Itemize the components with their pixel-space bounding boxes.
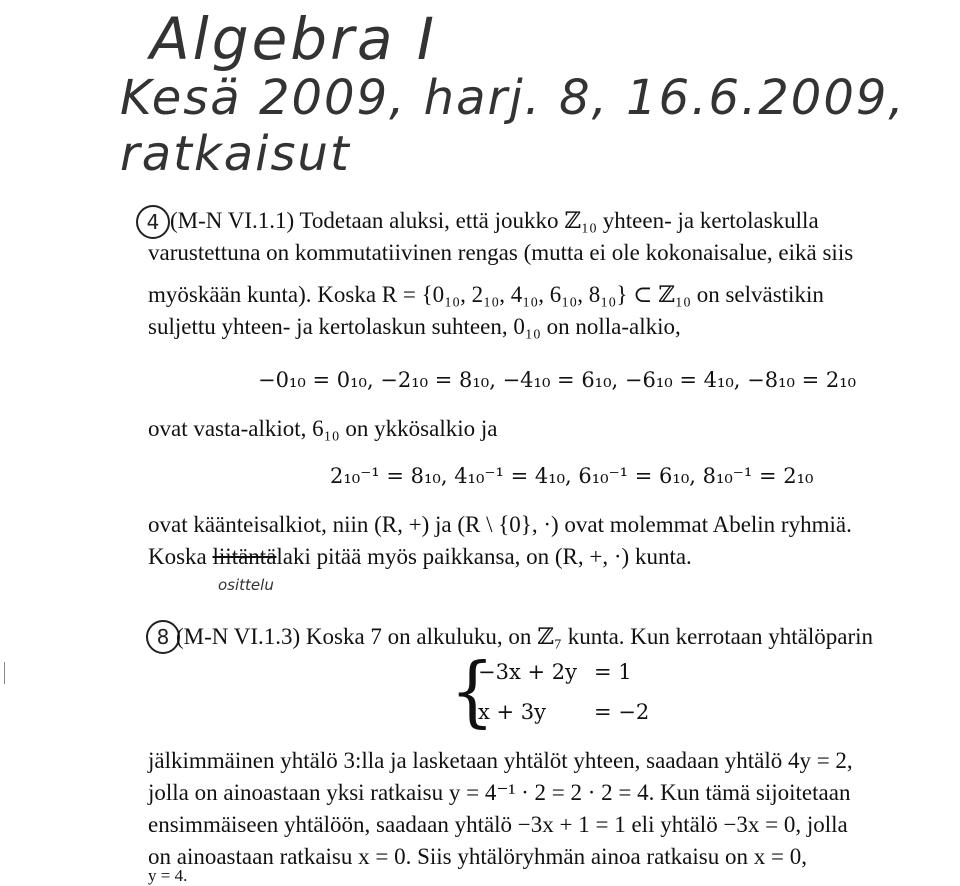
line-7-prefix: Koska bbox=[148, 544, 213, 569]
problem-4-line-5: ovat vasta-alkiot, 6₁₀ on ykkösalkio ja bbox=[148, 416, 498, 441]
problem-4-line-7 bbox=[148, 544, 692, 570]
problem-4-line-1: (M-N VI.1.1) Todetaan aluksi, että joukko ℤ₁₀ yhteen- ja kertolaskulla bbox=[170, 208, 819, 233]
problem-4-line-4: suljettu yhteen- ja kertolaskun suhteen, 0₁₀ on nolla-alkio, bbox=[148, 314, 681, 339]
handwritten-title: Algebra I bbox=[150, 5, 438, 73]
system-eq1-rhs: = 1 bbox=[594, 660, 632, 684]
problem-4-line-6: ovat käänteisalkiot, niin (R, +) ja (R \ {0}, ·) ovat molemmat Abelin ryhmiä. bbox=[148, 512, 852, 537]
problem-4-line-3: myöskään kunta). Koska R = {0₁₀, 2₁₀, 4₁₀, 6₁₀, 8₁₀} ⊂ ℤ₁₀ on selvästikin bbox=[148, 282, 824, 307]
problem-number-circle: 4 bbox=[136, 205, 170, 239]
system-eq2-lhs: x + 3y bbox=[478, 700, 547, 724]
struck-word: liitäntä bbox=[212, 544, 277, 569]
problem-8-line-3: jolla on ainoastaan yksi ratkaisu y = 4⁻¹ · 2 = 2 · 2 = 4. Kun tämä sijoitetaan bbox=[148, 780, 851, 805]
problem-8-line-2: jälkimmäinen yhtälö 3:lla ja lasketaan yhtälöt yhteen, saadaan yhtälö 4y = 2, bbox=[148, 748, 853, 773]
problem-number-circle: 8 bbox=[146, 620, 180, 654]
equation-multiplicative-inverses: 2₁₀⁻¹ = 8₁₀, 4₁₀⁻¹ = 4₁₀, 6₁₀⁻¹ = 6₁₀, 8₁₀⁻¹ = 2₁₀ bbox=[330, 464, 814, 488]
problem-8-line-5: on ainoastaan ratkaisu x = 0. Siis yhtälöryhmän ainoa ratkaisu on x = 0, bbox=[148, 844, 807, 869]
problem-8-line-4: ensimmäiseen yhtälöön, saadaan yhtälö −3x + 1 = 1 eli yhtälö −3x = 0, jolla bbox=[148, 812, 848, 837]
handwritten-correction: osittelu bbox=[218, 576, 274, 594]
problem-8-line-1: (M-N VI.1.3) Koska 7 on alkuluku, on ℤ₇ kunta. Kun kerrotaan yhtälöparin bbox=[176, 624, 873, 649]
problem-8-line-6: y = 4. bbox=[148, 866, 188, 885]
line-7-suffix: laki pitää myös paikkansa, on (R, +, ·) kunta. bbox=[276, 544, 692, 569]
system-brace: { bbox=[450, 645, 495, 737]
equation-additive-inverses: −0₁₀ = 0₁₀, −2₁₀ = 8₁₀, −4₁₀ = 6₁₀, −6₁₀ = 4₁₀, −8₁₀ = 2₁₀ bbox=[258, 368, 857, 392]
problem-4-line-2: varustettuna on kommutatiivinen rengas (mutta ei ole kokonaisalue, eikä siis bbox=[148, 240, 854, 265]
system-eq1-lhs: −3x + 2y bbox=[478, 660, 577, 684]
handwritten-subtitle: Kesä 2009, harj. 8, 16.6.2009, ratkaisut bbox=[120, 70, 906, 182]
system-eq2-rhs: = −2 bbox=[594, 700, 650, 724]
margin-mark bbox=[4, 662, 5, 684]
